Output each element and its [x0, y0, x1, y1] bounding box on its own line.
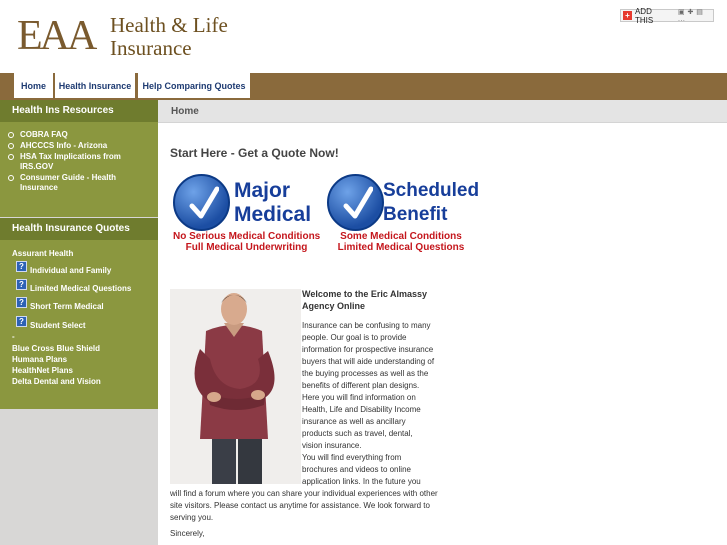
badge-title-line-2: Medical [234, 203, 312, 226]
quote-short-term[interactable] [16, 298, 104, 312]
badge-sub-line-1: Some Medical Conditions [340, 231, 462, 242]
logo-line-1: Health & Life [110, 13, 228, 37]
link-hsa-tax[interactable]: HSA Tax Implications from IRS.GOV [20, 152, 121, 171]
quote-limited-medical[interactable] [16, 280, 132, 294]
badge-title [234, 179, 311, 227]
badge-subtitle [327, 231, 475, 253]
quote-label: Individual and Family [30, 266, 112, 275]
quote-label: Student Select [30, 321, 86, 330]
list-item [8, 130, 152, 140]
badge-sub-line-2: Full Medical Underwriting [185, 242, 308, 253]
badge-subtitle [173, 231, 320, 253]
list-item [8, 152, 152, 172]
list-item [8, 173, 152, 193]
info-paragraph-end: will find a forum where you can share your individual experiences with other site visitors. Please contact us anytime for assistance. We look forward to serving you. [170, 489, 438, 522]
quote-label: Limited Medical Questions [30, 284, 132, 293]
badge-sub-line-1: No Serious Medical Conditions [173, 231, 321, 242]
logo-text[interactable] [110, 14, 228, 60]
sign-off: Sincerely, [170, 529, 205, 538]
agent-photo [170, 289, 301, 484]
quote-label: Short Term Medical [30, 302, 104, 311]
link-bcbs[interactable]: Blue Cross Blue Shield [12, 344, 101, 353]
share-icons: ▣ ✚ ▤ ... [677, 9, 704, 23]
major-medical-button[interactable] [173, 174, 323, 256]
link-humana[interactable]: Humana Plans [12, 355, 68, 364]
addthis-label: ADD THIS [634, 6, 654, 25]
link-ahcccs-info[interactable]: AHCCCS Info - Arizona [20, 141, 108, 150]
quote-help-icon: ? [16, 297, 27, 308]
site-header [0, 0, 727, 73]
bullet-icon [8, 154, 14, 160]
badge-sub-line-2: Limited Medical Questions [337, 242, 465, 253]
assurant-label: Assurant Health [12, 249, 74, 258]
tab-help-comparing-quotes[interactable]: Help Comparing Quotes [138, 73, 250, 98]
page-title: Start Here - Get a Quote Now! [170, 146, 339, 160]
addthis-button[interactable] [620, 6, 714, 25]
quote-help-icon: ? [16, 261, 27, 272]
sidebar [0, 100, 158, 545]
link-healthnet[interactable]: HealthNet Plans [12, 366, 73, 375]
badge-title-line-2: Benefit [383, 204, 448, 225]
link-cobra-faq[interactable]: COBRA FAQ [20, 130, 68, 139]
link-consumer-guide[interactable]: Consumer Guide - Health Insurance [20, 173, 117, 192]
quote-individual-family[interactable] [16, 262, 112, 276]
checkmark-icon [327, 174, 384, 231]
bullet-icon [8, 175, 14, 181]
welcome-title: Welcome to the Eric Almassy Agency Online [302, 289, 428, 311]
checkmark-icon [173, 174, 230, 231]
breadcrumb-bar [158, 100, 727, 123]
resources-list [0, 122, 158, 193]
badge-title-line-1: Major [234, 179, 291, 202]
quote-student-select[interactable] [16, 317, 86, 331]
quote-help-icon: ? [16, 316, 27, 327]
tab-home[interactable]: Home [14, 73, 53, 98]
resources-panel [0, 122, 158, 217]
logo-line-2: Insurance [110, 36, 192, 60]
resources-heading: Health Ins Resources [0, 100, 158, 122]
separator-dash: - [12, 332, 15, 341]
logo[interactable]: EAA [17, 13, 95, 59]
breadcrumb: Home [171, 106, 199, 117]
tab-health-insurance[interactable]: Health Insurance [55, 73, 135, 98]
badge-title [383, 179, 479, 227]
main-nav [0, 73, 727, 100]
bullet-icon [8, 143, 14, 149]
intro-paragraph: Insurance can be confusing to many people. Our goal is to provide information for prospective insurance buyers that will aide understanding of the buying processes as well as the benefits of different plan designs. Here you will find information on Health, Life and Disability Income insurance as well as ancillary products such as travel, dental, vision insurance. [302, 321, 435, 450]
quote-help-icon: ? [16, 279, 27, 290]
plus-icon: + [623, 11, 632, 20]
list-item [8, 141, 152, 151]
quotes-panel [0, 240, 158, 409]
bullet-icon [8, 132, 14, 138]
quotes-heading: Health Insurance Quotes [0, 218, 158, 240]
link-delta-dental[interactable]: Delta Dental and Vision [12, 377, 101, 386]
info-paragraph-start: You will find everything from brochures and videos to online application links. In the future you [302, 453, 421, 486]
badge-title-line-1: Scheduled [383, 180, 480, 201]
scheduled-benefit-button[interactable] [327, 174, 480, 256]
